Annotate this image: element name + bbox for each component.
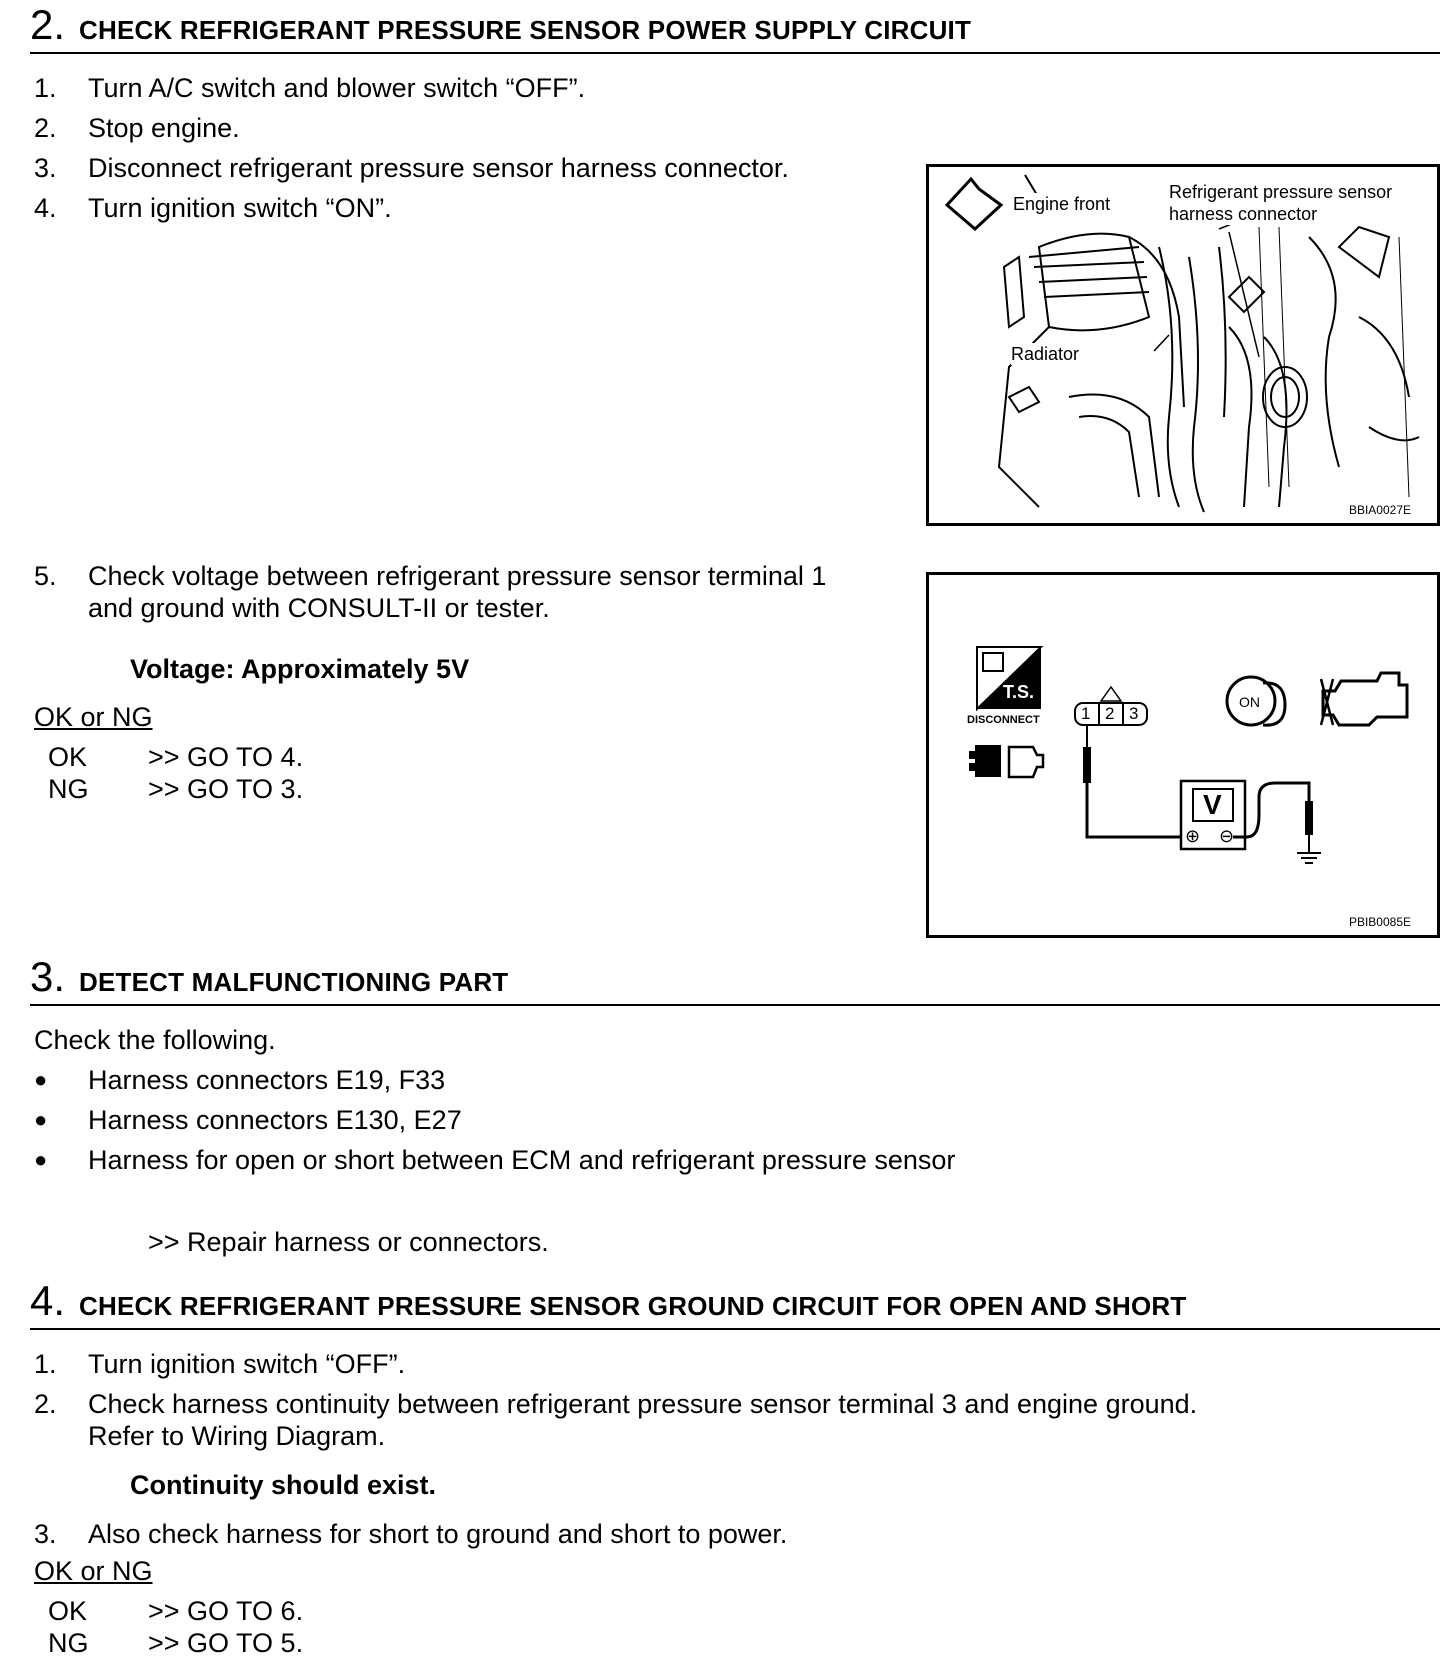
list-item: ● Harness connectors E130, E27: [34, 1105, 462, 1135]
voltmeter-label: V: [1203, 789, 1222, 820]
step-4-item-3: 3. Also check harness for short to ground and short to power.: [34, 1519, 788, 1549]
figure-code: BBIA0027E: [1348, 503, 1411, 517]
figure-code: PBIB0085E: [1348, 915, 1411, 929]
bullet-icon: ●: [34, 1107, 48, 1132]
step-3-title: DETECT MALFUNCTIONING PART: [79, 967, 509, 997]
terminal-3-label: 3: [1129, 704, 1139, 723]
step-2-title: CHECK REFRIGERANT PRESSURE SENSOR POWER SUPPLY CIRCUIT: [79, 15, 972, 45]
step-3-section: [30, 953, 1440, 1257]
engine-bay-figure: [926, 164, 1440, 526]
engine-front-label: Engine front: [1013, 194, 1111, 214]
list-item: 2. Check harness continuity between refrigerant pressure sensor terminal 3 and engine ground. Refer to Wiring Diagram.: [34, 1389, 1198, 1451]
ok-ng-title: OK or NG: [34, 1556, 153, 1586]
voltage-check-figure: [926, 572, 1440, 938]
step-2-header: [30, 1, 1440, 54]
step-4-list: [30, 1348, 1330, 1458]
step-4-section: [30, 1277, 1440, 1670]
bullet-list: [30, 1064, 1130, 1184]
step-2-item-5: 5. Check voltage between refrigerant pressure sensor terminal 1 and ground with CONSULT-II or tester.: [34, 561, 827, 623]
list-item: 3. Disconnect refrigerant pressure sensor harness connector.: [34, 153, 789, 183]
step-2-number: 2.: [30, 1, 66, 48]
terminal-1-label: 1: [1081, 704, 1091, 723]
step-3-action: >> Repair harness or connectors.: [148, 1227, 549, 1257]
list-item: 4. Turn ignition switch “ON”.: [34, 193, 392, 223]
voltage-check-diagram: [929, 575, 1437, 935]
disconnect-label: DISCONNECT: [967, 714, 1040, 726]
list-item: 1. Turn A/C switch and blower switch “OFF”.: [34, 73, 586, 103]
minus-terminal: ⊖: [1219, 826, 1235, 846]
radiator-label: Radiator: [1011, 344, 1080, 364]
bullet-icon: ●: [34, 1147, 48, 1172]
terminal-2-label: 2: [1105, 704, 1115, 723]
sensor-connector-label: Refrigerant pressure sensor harness connector: [1169, 182, 1393, 224]
ok-row: OK >> GO TO 6.: [48, 1596, 304, 1626]
step-3-number: 3.: [30, 953, 66, 1000]
voltage-spec: Voltage: Approximately 5V: [130, 654, 470, 684]
step-4-title: CHECK REFRIGERANT PRESSURE SENSOR GROUND CIRCUIT FOR OPEN AND SHORT: [79, 1291, 1187, 1321]
ok-ng-title: OK or NG: [34, 702, 153, 732]
step-3-intro: Check the following.: [34, 1025, 276, 1055]
step-3-header: [30, 953, 1440, 1006]
ok-row: OK >> GO TO 4.: [48, 742, 304, 772]
list-item: ● Harness for open or short between ECM and refrigerant pressure sensor: [34, 1145, 956, 1175]
ts-label: T.S.: [1003, 682, 1035, 702]
ignition-on-label: ON: [1239, 694, 1260, 710]
continuity-spec: Continuity should exist.: [130, 1470, 437, 1500]
ng-row: NG >> GO TO 3.: [48, 774, 304, 804]
engine-icon: [1323, 673, 1407, 725]
list-item: ● Harness connectors E19, F33: [34, 1065, 446, 1095]
list-item: 2. Stop engine.: [34, 113, 240, 143]
disconnect-icon: [975, 745, 1001, 777]
list-item: 1. Turn ignition switch “OFF”.: [34, 1349, 406, 1379]
engine-front-arrow-icon: [947, 179, 1001, 229]
bullet-icon: ●: [34, 1067, 48, 1092]
step-4-number: 4.: [30, 1277, 66, 1324]
step-4-header: [30, 1277, 1440, 1330]
ng-row: NG >> GO TO 5.: [48, 1628, 304, 1658]
plus-terminal: ⊕: [1185, 826, 1201, 846]
step-2-list: [30, 72, 850, 232]
